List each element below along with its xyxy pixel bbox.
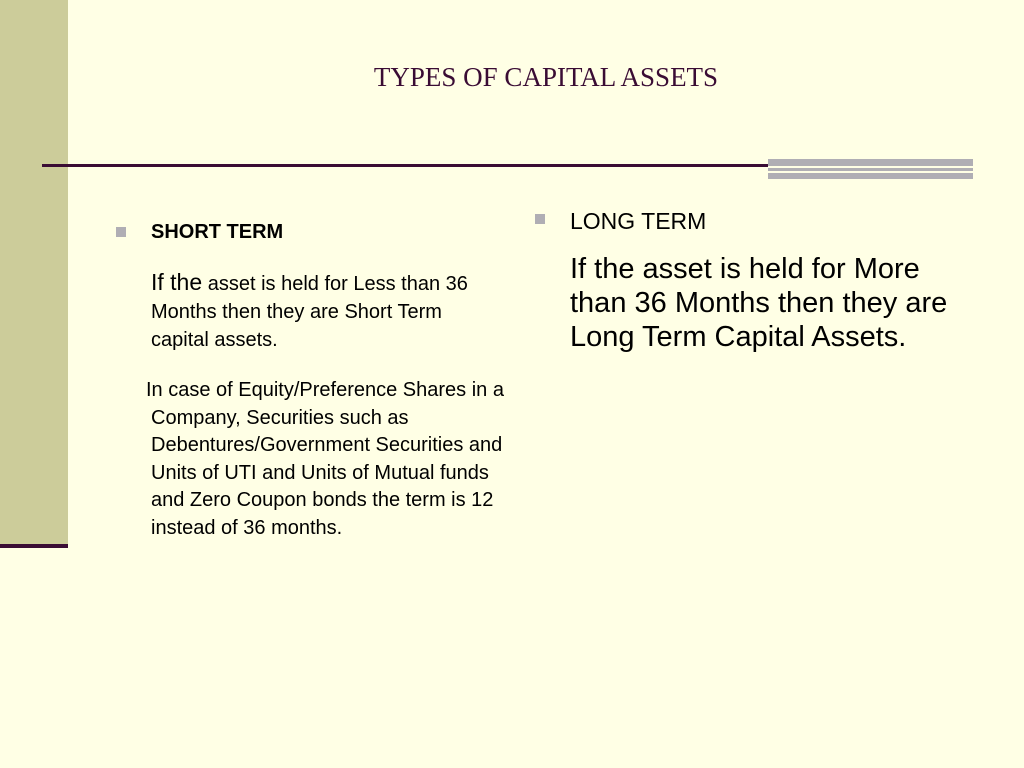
short-term-definition-rest: asset is held for Less than 36 Months then they are Short Term capital assets. <box>151 273 468 351</box>
side-decoration-line <box>0 544 68 548</box>
long-term-heading: LONG TERM <box>570 208 707 234</box>
square-bullet-icon <box>116 227 126 237</box>
short-term-heading: SHORT TERM <box>151 221 284 243</box>
side-decoration-band <box>0 0 68 546</box>
long-term-definition: If the asset is held for More than 36 Months then they are Long Term Capital Assets. <box>570 253 948 353</box>
short-term-section <box>146 219 521 542</box>
short-term-definition <box>151 268 496 354</box>
short-term-exception-note: In case of Equity/Preference Shares in a Company, Securities such as Debentures/Government Securities and Units of UTI and Units of Mutual funds and Zero Coupon bonds the term is 12 instead of 36 months. <box>146 379 504 539</box>
short-term-definition-lead: If the <box>151 269 203 295</box>
long-term-section <box>570 206 970 354</box>
slide-title: TYPES OF CAPITAL ASSETS <box>373 62 719 92</box>
title-divider <box>42 164 770 167</box>
title-accent-stripes <box>768 159 973 179</box>
square-bullet-icon <box>535 214 545 224</box>
